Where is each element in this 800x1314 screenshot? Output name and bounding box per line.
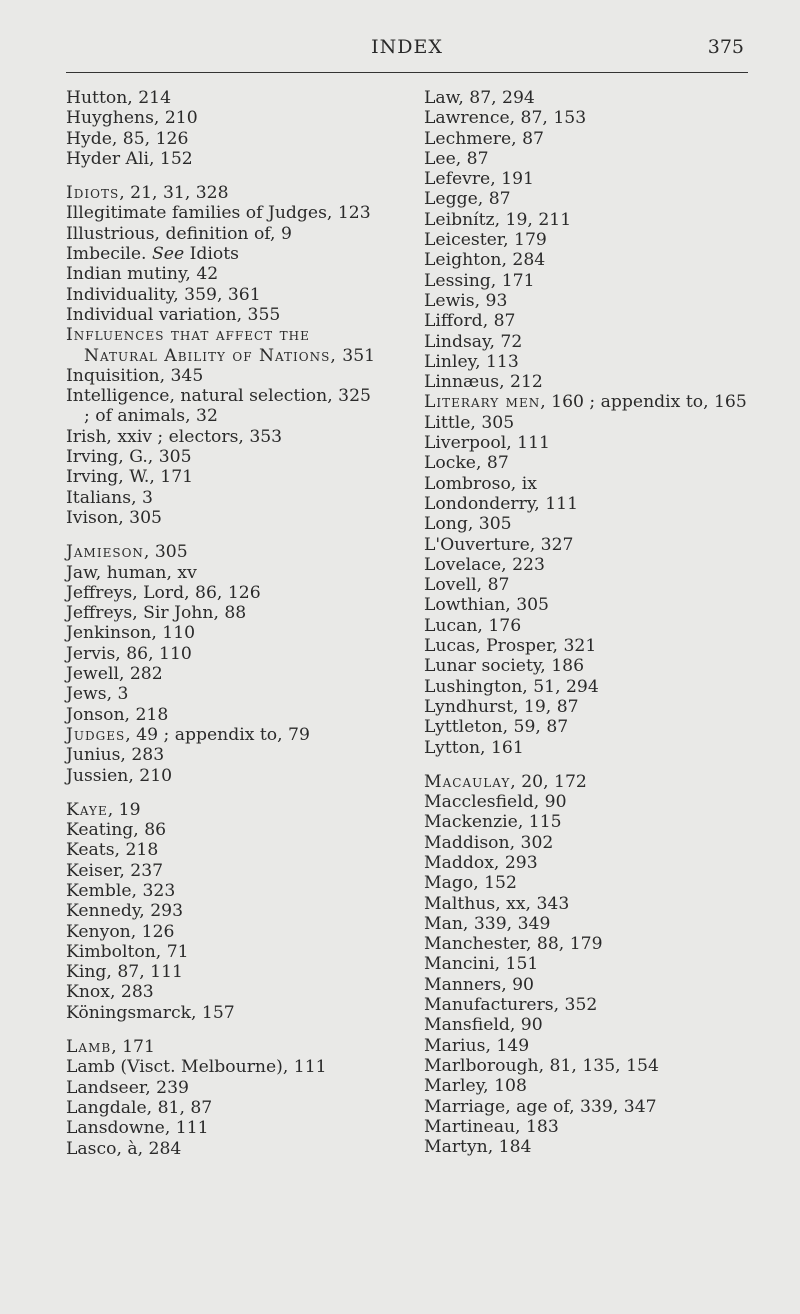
index-entry [66, 264, 378, 284]
index-entry [66, 922, 378, 942]
index-entry [66, 881, 378, 901]
index-entry [66, 224, 378, 244]
entry-text: Lushington, 51, 294 [424, 676, 599, 697]
entry-text: Jeffreys, Sir John, 88 [66, 603, 247, 624]
entry-text: Lansdowne, 111 [66, 1118, 209, 1139]
entry-see-target: Idiots [189, 244, 239, 265]
index-entry [66, 820, 378, 840]
index-entry [424, 514, 754, 534]
index-entry [66, 542, 378, 562]
index-entry [66, 467, 378, 487]
entry-text: Lee, 87 [424, 148, 489, 169]
index-entry [424, 833, 754, 853]
index-entry [424, 1036, 754, 1056]
entry-text: Jaw, human, xv [66, 562, 197, 583]
entry-text: Lechmere, 87 [424, 128, 544, 149]
index-entry [424, 230, 754, 250]
entry-text: Maddox, 293 [424, 852, 538, 873]
index-entry [424, 995, 754, 1015]
index-entry [66, 325, 378, 366]
entry-text: Marriage, age of, 339, 347 [424, 1096, 657, 1117]
entry-text: Martyn, 184 [424, 1137, 532, 1158]
index-entry [66, 1078, 378, 1098]
entry-text: Lyndhurst, 19, 87 [424, 696, 579, 717]
index-entry [66, 149, 378, 169]
index-entry [66, 285, 378, 305]
entry-text: Mansfield, 90 [424, 1015, 543, 1036]
entry-text: Jeffreys, Lord, 86, 126 [66, 582, 261, 603]
entry-text: Huyghens, 210 [66, 108, 198, 129]
index-entry [424, 812, 754, 832]
entry-text: Manners, 90 [424, 974, 534, 995]
entry-text: Lifford, 87 [424, 311, 516, 332]
entry-heading: Lamb [66, 1037, 112, 1058]
entry-text: Leicester, 179 [424, 230, 547, 251]
entry-text: Langdale, 81, 87 [66, 1097, 213, 1118]
entry-text: , 171 [111, 1037, 155, 1058]
entry-text: Junius, 283 [66, 745, 165, 766]
index-entry [424, 697, 754, 717]
entry-text: Lessing, 171 [424, 270, 535, 291]
index-entry [66, 386, 378, 427]
running-header [66, 36, 748, 64]
entry-text: Mackenzie, 115 [424, 812, 562, 833]
index-entry [424, 535, 754, 555]
entry-heading: Influences that affect the Natural Ability of Nations, [66, 325, 337, 366]
index-entry [66, 840, 378, 860]
index-entry [66, 684, 378, 704]
header-rule [66, 72, 748, 73]
index-entry [424, 1015, 754, 1035]
index-entry [66, 508, 378, 528]
entry-text: Köningsmarck, 157 [66, 1002, 235, 1023]
index-entry [424, 494, 754, 514]
entry-text: Individuality, 359, 361 [66, 284, 261, 305]
index-entry [66, 982, 378, 1002]
entry-text: Martineau, 183 [424, 1116, 559, 1137]
entry-text: King, 87, 111 [66, 962, 183, 983]
index-entry [424, 1097, 754, 1117]
index-entry [424, 656, 754, 676]
page-number: 375 [707, 36, 744, 58]
index-entry [66, 244, 378, 264]
index-entry [424, 934, 754, 954]
index-entry [424, 88, 754, 108]
entry-text: Jewell, 282 [66, 664, 163, 685]
index-entry [424, 894, 754, 914]
index-entry [424, 250, 754, 270]
entry-text: Marley, 108 [424, 1076, 527, 1097]
index-entry [424, 677, 754, 697]
index-entry [66, 447, 378, 467]
entry-text: Jussien, 210 [66, 765, 173, 786]
entry-text: Liverpool, 111 [424, 433, 550, 454]
entry-text: Marius, 149 [424, 1035, 530, 1056]
entry-text: Manchester, 88, 179 [424, 934, 603, 955]
entry-text: Long, 305 [424, 514, 512, 535]
index-entry [66, 861, 378, 881]
index-entry [424, 149, 754, 169]
entry-text: Kenyon, 126 [66, 921, 175, 942]
index-entry [424, 873, 754, 893]
index-entry [66, 1098, 378, 1118]
entry-heading: Jamieson [66, 542, 144, 563]
entry-text: Marlborough, 81, 135, 154 [424, 1055, 659, 1076]
entry-text: Lowthian, 305 [424, 595, 549, 616]
index-entry [424, 1137, 754, 1157]
entry-text: Keiser, 237 [66, 860, 164, 881]
index-entry [424, 616, 754, 636]
entry-text: , 20, 172 [510, 771, 587, 792]
entry-text: Kimbolton, 71 [66, 941, 189, 962]
entry-text: Kennedy, 293 [66, 901, 184, 922]
entry-text: Lovelace, 223 [424, 554, 545, 575]
entry-heading: Judges [66, 724, 126, 745]
index-entry [424, 772, 754, 792]
index-entry [424, 332, 754, 352]
entry-text: Lunar society, 186 [424, 656, 585, 677]
index-entry [424, 453, 754, 473]
index-entry [424, 975, 754, 995]
entry-text: Lindsay, 72 [424, 331, 523, 352]
index-entry [66, 129, 378, 149]
entry-text: 351 [336, 345, 376, 366]
index-entry [66, 427, 378, 447]
index-entry [424, 352, 754, 372]
entry-text: , 305 [143, 542, 188, 563]
entry-text: , 19 [107, 799, 141, 820]
index-entry [424, 372, 754, 392]
index-entry [66, 800, 378, 820]
index-entry [66, 1139, 378, 1159]
entry-text: Leighton, 284 [424, 250, 546, 271]
index-entry [424, 474, 754, 494]
entry-text: , 49 ; appendix to, 79 [125, 724, 310, 745]
entry-text: Lyttleton, 59, 87 [424, 717, 569, 738]
entry-text: Maddison, 302 [424, 832, 554, 853]
index-entry [66, 1057, 378, 1077]
entry-text: Hyder Ali, 152 [66, 148, 193, 169]
entry-heading: Macaulay [424, 771, 511, 792]
entry-text: Man, 339, 349 [424, 913, 551, 934]
index-entry [424, 311, 754, 331]
entry-text: Italians, 3 [66, 487, 153, 508]
entry-text: Hyde, 85, 126 [66, 128, 189, 149]
entry-text: Irving, G., 305 [66, 447, 192, 468]
entry-text: Keating, 86 [66, 820, 167, 841]
index-entry [66, 563, 378, 583]
entry-text: Malthus, xx, 343 [424, 893, 570, 914]
index-entry [66, 705, 378, 725]
entry-heading: Idiots [66, 183, 120, 204]
entry-text: Lamb (Visct. Melbourne), 111 [66, 1057, 327, 1078]
index-entry [66, 1118, 378, 1138]
index-entry [424, 636, 754, 656]
index-entry [424, 1056, 754, 1076]
index-entry [424, 433, 754, 453]
index-entry [424, 1076, 754, 1096]
entry-text: Imbecile. [66, 244, 147, 265]
index-entry [66, 664, 378, 684]
entry-text: Little, 305 [424, 412, 515, 433]
entry-text: Lefevre, 191 [424, 169, 534, 190]
index-entry [424, 717, 754, 737]
index-entry [424, 954, 754, 974]
entry-text: Jervis, 86, 110 [66, 643, 192, 664]
index-entry [424, 914, 754, 934]
entry-text: Irving, W., 171 [66, 467, 194, 488]
entry-text: Lawrence, 87, 153 [424, 108, 587, 129]
index-entry [424, 853, 754, 873]
index-entry [66, 962, 378, 982]
index-column-right [424, 88, 754, 1157]
index-entry [424, 108, 754, 128]
entry-text: Lovell, 87 [424, 575, 510, 596]
index-entry [66, 88, 378, 108]
entry-text: Jonson, 218 [66, 704, 169, 725]
index-entry [66, 623, 378, 643]
index-entry [424, 1117, 754, 1137]
entry-text: Jews, 3 [66, 684, 129, 705]
index-entry [424, 575, 754, 595]
entry-text: Illustrious, definition of, 9 [66, 223, 292, 244]
index-entry [424, 271, 754, 291]
entry-text: Mancini, 151 [424, 954, 539, 975]
entry-text: , 21, 31, 328 [119, 183, 229, 204]
entry-text: Leibnítz, 19, 211 [424, 209, 572, 230]
entry-text: Linnæus, 212 [424, 372, 543, 393]
entry-text: Lytton, 161 [424, 737, 524, 758]
entry-text: Lasco, à, 284 [66, 1138, 182, 1159]
entry-text: Kemble, 323 [66, 880, 176, 901]
index-entry [66, 901, 378, 921]
entry-text: Ivison, 305 [66, 507, 162, 528]
index-entry [66, 603, 378, 623]
entry-text: Irish, xxiv ; electors, 353 [66, 426, 283, 447]
entry-text: Legge, 87 [424, 189, 511, 210]
entry-text: Lombroso, ix [424, 473, 537, 494]
page-title: INDEX [371, 36, 443, 58]
entry-text: Inquisition, 345 [66, 365, 204, 386]
entry-text: Locke, 87 [424, 453, 509, 474]
index-entry [66, 766, 378, 786]
index-entry [66, 1003, 378, 1023]
index-entry [66, 366, 378, 386]
entry-text: Lucan, 176 [424, 615, 522, 636]
index-entry [66, 203, 378, 223]
index-column-left [66, 88, 378, 1159]
index-entry [66, 488, 378, 508]
index-entry [66, 644, 378, 664]
entry-text: Intelligence, natural selection, 325 ; of animals, 32 [66, 386, 371, 427]
entry-text: Keats, 218 [66, 840, 159, 861]
entry-text: Individual variation, 355 [66, 304, 281, 325]
index-entry [66, 725, 378, 745]
entry-text: Illegitimate families of Judges, 123 [66, 203, 371, 224]
index-entry [424, 129, 754, 149]
entry-text: Lucas, Prosper, 321 [424, 636, 597, 657]
entry-see-reference: See [152, 244, 185, 265]
index-entry [66, 583, 378, 603]
index-entry [66, 1037, 378, 1057]
entry-text: Indian mutiny, 42 [66, 264, 219, 285]
entry-heading: Literary men [424, 392, 541, 413]
entry-text: Manufacturers, 352 [424, 995, 598, 1016]
index-entry [424, 738, 754, 758]
index-entry [424, 392, 754, 412]
index-entry [424, 291, 754, 311]
entry-text: Londonderry, 111 [424, 493, 579, 514]
index-entry [424, 792, 754, 812]
entry-text: Hutton, 214 [66, 88, 172, 108]
index-entry [424, 189, 754, 209]
index-entry [424, 169, 754, 189]
index-entry [424, 595, 754, 615]
entry-text: Mago, 152 [424, 873, 517, 894]
entry-text: Linley, 113 [424, 351, 519, 372]
entry-text: Macclesfield, 90 [424, 792, 567, 813]
entry-text: Landseer, 239 [66, 1077, 189, 1098]
index-entry [66, 942, 378, 962]
index-entry [424, 413, 754, 433]
entry-text: Knox, 283 [66, 982, 154, 1003]
entry-text: Jenkinson, 110 [66, 623, 196, 644]
index-entry [424, 555, 754, 575]
index-entry [66, 183, 378, 203]
entry-text: L'Ouverture, 327 [424, 534, 574, 555]
entry-heading: Kaye [66, 799, 108, 820]
index-entry [424, 210, 754, 230]
entry-text: , 160 ; appendix to, 165 [540, 392, 747, 413]
entry-text: Law, 87, 294 [424, 88, 535, 108]
index-entry [66, 745, 378, 765]
index-entry [66, 305, 378, 325]
index-entry [66, 108, 378, 128]
entry-text: Lewis, 93 [424, 290, 508, 311]
